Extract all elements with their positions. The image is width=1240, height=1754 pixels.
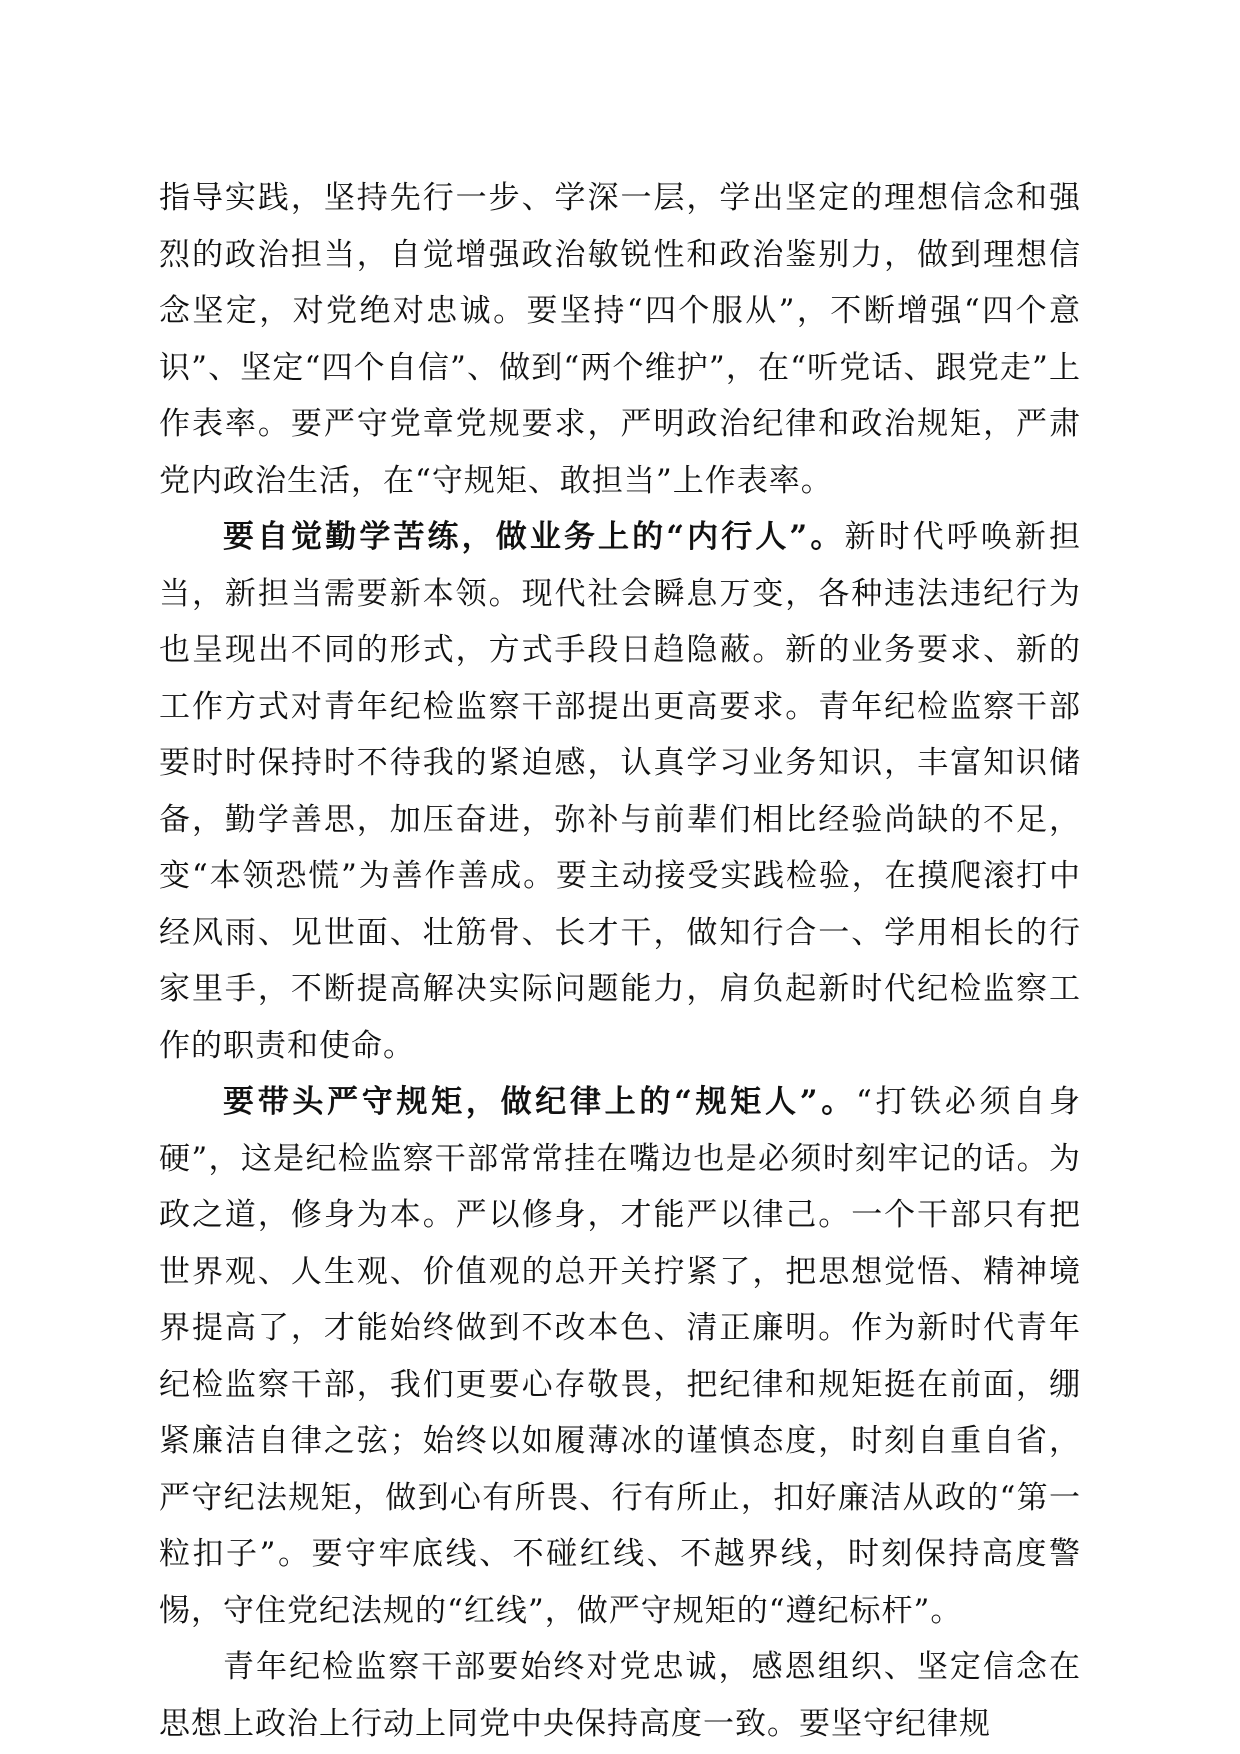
paragraph-text: “打铁必须自身硬”，这是纪检监察干部常常挂在嘴边也是必须时刻牢记的话。为政之道，修身为本。严以修身，才能严以律己。一个干部只有把世界观、人生观、价值观的总开关拧紧了，把思想觉悟、精神境界提高了，才能始终做到不改本色、清正廉明。作为新时代青年纪检监察干部，我们更要心存敬畏，把纪律和规矩挺在前面，绷紧廉洁自律之弦；始终以如履薄冰的谨慎态度，时刻自重自省，严守纪法规矩，做到心有所畏、行有所止，扣好廉洁从政的“第一粒扣子”。要守牢底线、不碰红线、不越界线，时刻保持高度警惕，守住党纪法规的“红线”，做严守规矩的“遵纪标杆”。 xyxy=(159,1084,1081,1629)
paragraph-loyalty xyxy=(159,1639,1081,1752)
paragraph-continuation xyxy=(159,170,1081,509)
paragraph-text: 青年纪检监察干部要始终对党忠诚，感恩组织、坚定信念在思想上政治上行动上同党中央保持高度一致。要坚守纪律规 xyxy=(159,1649,1081,1742)
paragraph-diligent-study xyxy=(159,509,1081,1074)
paragraph-lead-heading: 要自觉勤学苦练，做业务上的“内行人”。 xyxy=(223,519,845,555)
paragraph-text: 新时代呼唤新担当，新担当需要新本领。现代社会瞬息万变，各种违法违纪行为也呈现出不同的形式，方式手段日趋隐蔽。新的业务要求、新的工作方式对青年纪检监察干部提出更高要求。青年纪检监察干部要时时保持时不待我的紧迫感，认真学习业务知识，丰富知识储备，勤学善思，加压奋进，弥补与前辈们相比经验尚缺的不足，变“本领恐慌”为善作善成。要主动接受实践检验，在摸爬滚打中经风雨、见世面、壮筋骨、长才干，做知行合一、学用相长的行家里手，不断提高解决实际问题能力，肩负起新时代纪检监察工作的职责和使命。 xyxy=(159,519,1081,1064)
paragraph-text: 指导实践，坚持先行一步、学深一层，学出坚定的理想信念和强烈的政治担当，自觉增强政治敏锐性和政治鉴别力，做到理想信念坚定，对党绝对忠诚。要坚持“四个服从”，不断增强“四个意识”、坚定“四个自信”、做到“两个维护”，在“听党话、跟党走”上作表率。要严守党章党规要求，严明政治纪律和政治规矩，严肃党内政治生活，在“守规矩、敢担当”上作表率。 xyxy=(159,180,1081,499)
paragraph-lead-heading: 要带头严守规矩，做纪律上的“规矩人”。 xyxy=(223,1084,856,1120)
document-page xyxy=(159,170,1081,1752)
paragraph-strict-rules xyxy=(159,1074,1081,1639)
